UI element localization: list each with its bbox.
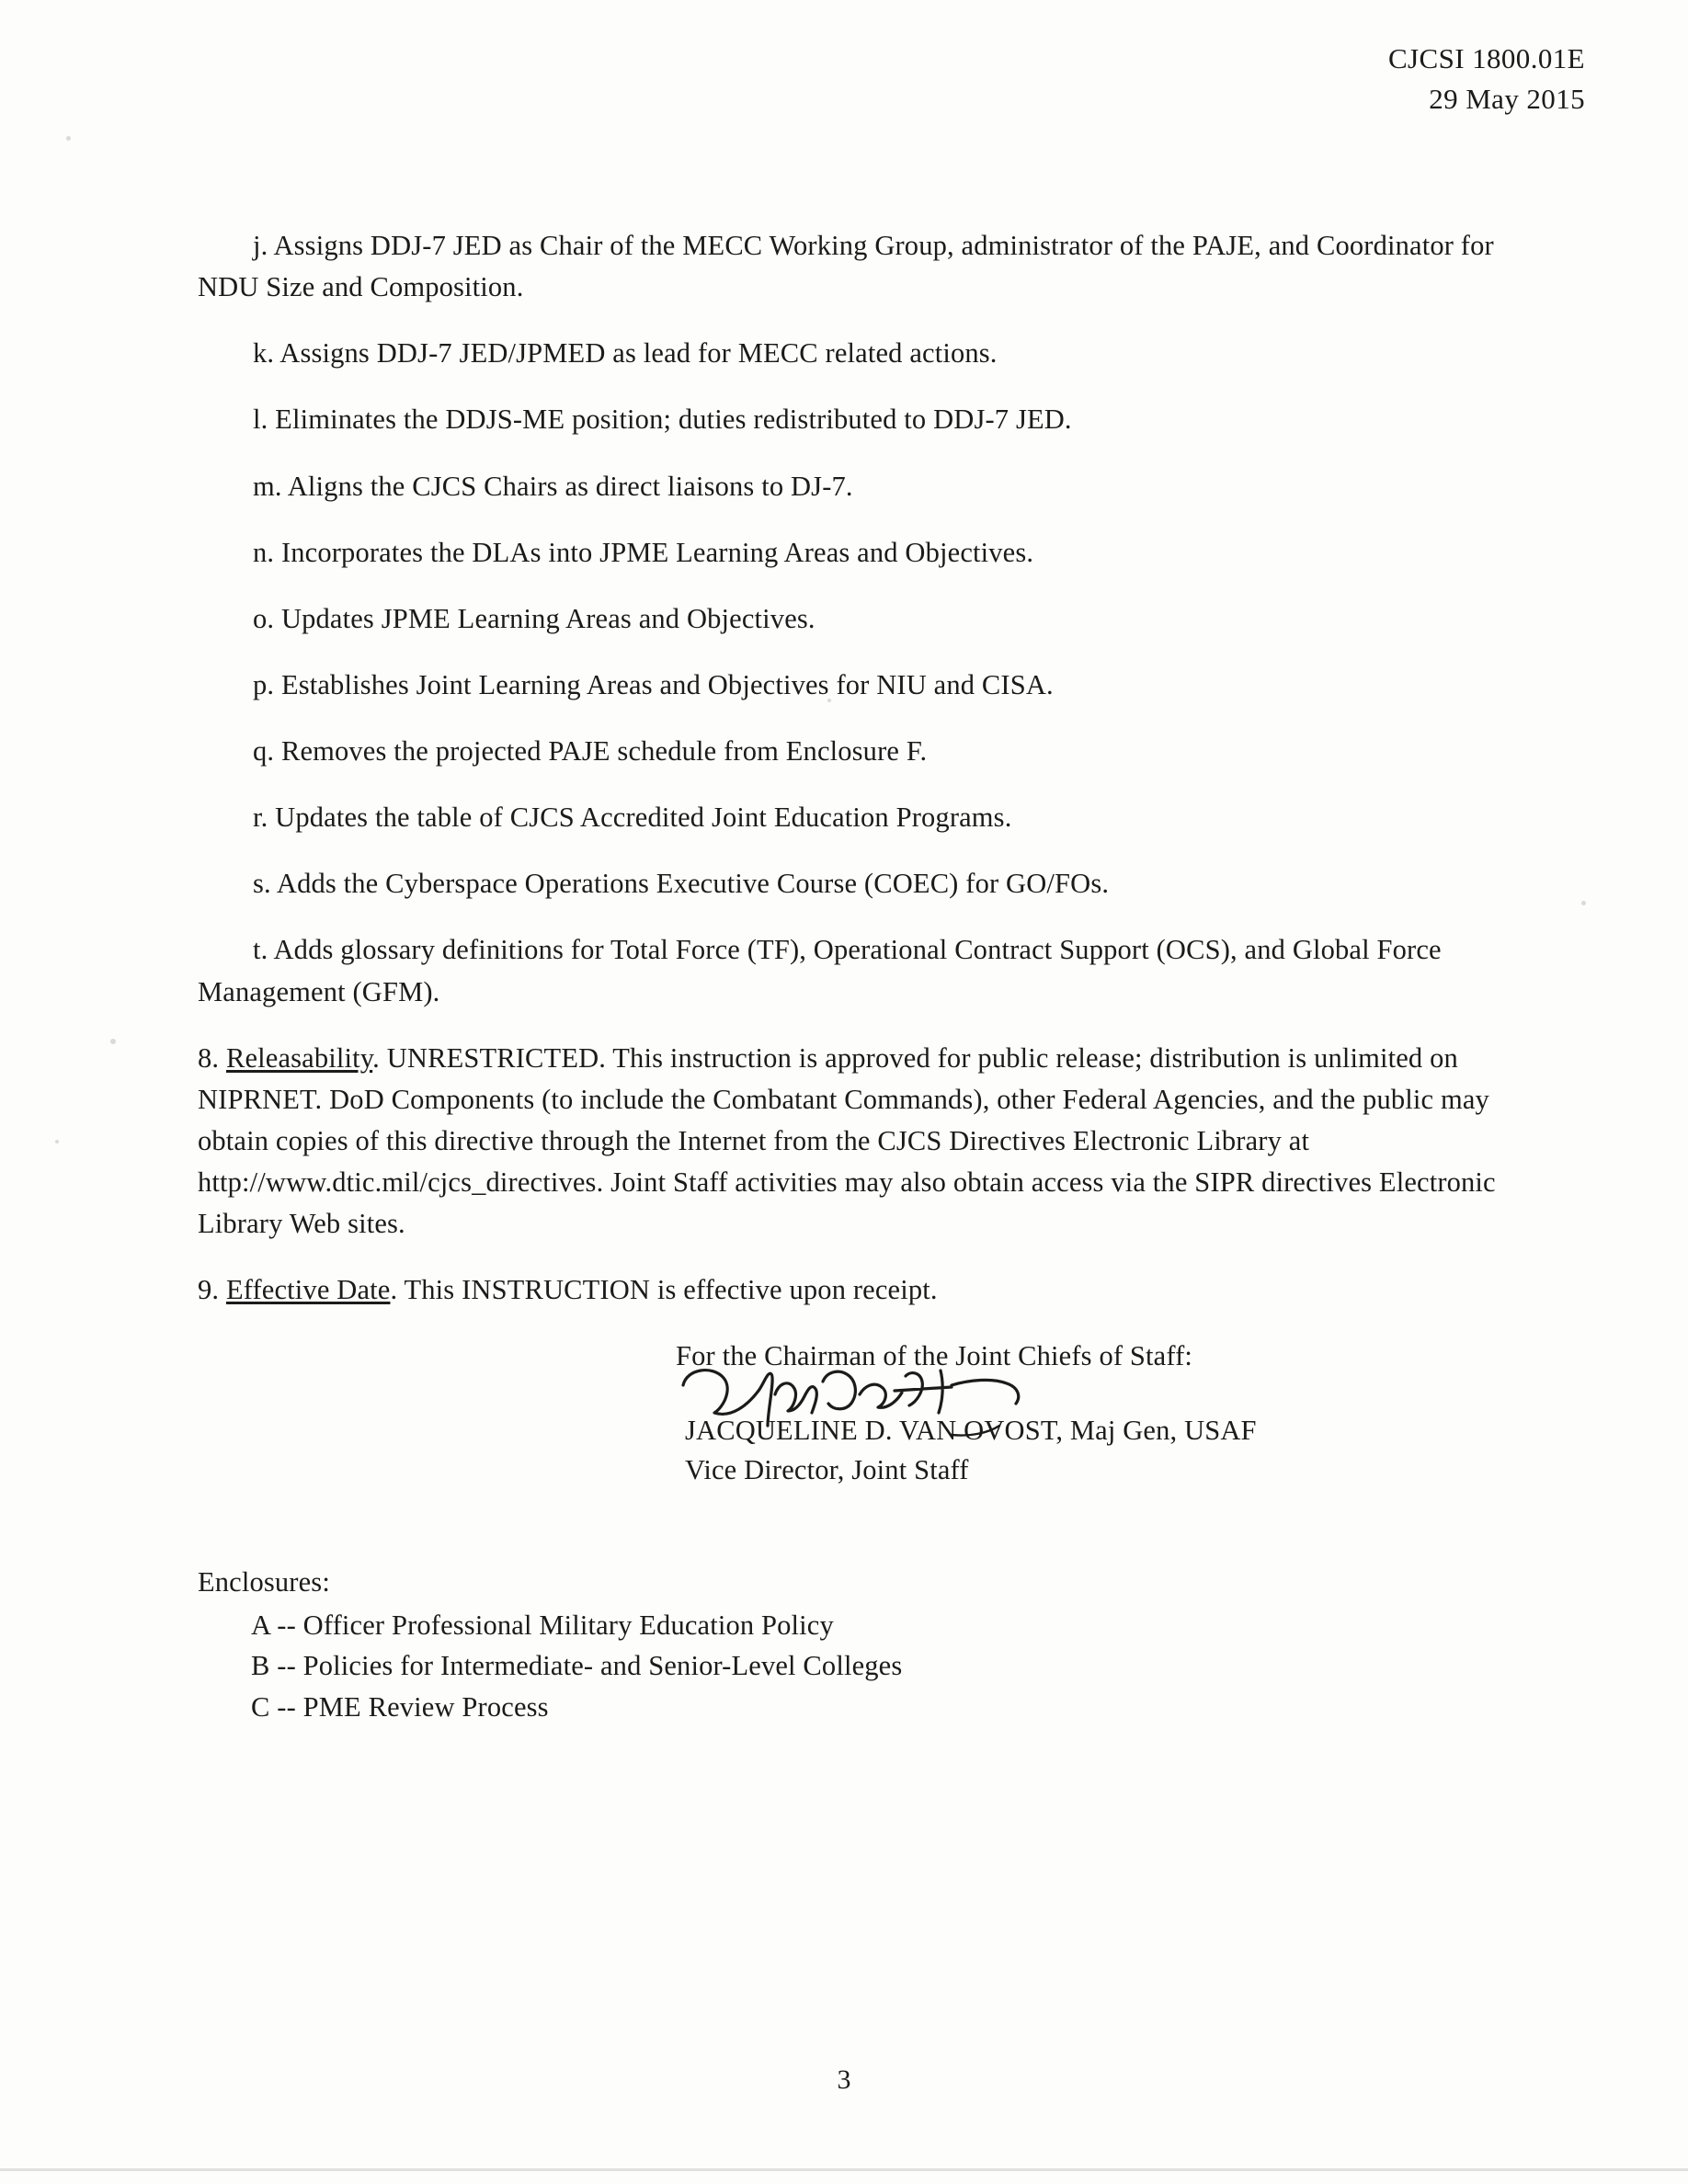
paragraph-m: m. Aligns the CJCS Chairs as direct liaisons to DJ-7. <box>253 470 853 502</box>
paragraph-p: p. Establishes Joint Learning Areas and Objectives for NIU and CISA. <box>253 668 1054 700</box>
enclosures-label: Enclosures: <box>198 1566 330 1598</box>
paragraph-l: l. Eliminates the DDJS-ME position; duties redistributed to DDJ-7 JED. <box>253 404 1072 436</box>
page-number: 3 <box>837 2065 851 2095</box>
signature-name: JACQUELINE D. VAN OVOST, Maj Gen, USAF <box>685 1414 1257 1446</box>
section-8-text: . UNRESTRICTED. This instruction is approved for public release; distribution is unlimited on NIPRNET. DoD Components (to include the Combatant Commands), other Federal Agencies, and the public may obtain copies of this directive through the Internet from the CJCS Directives Electronic Library at http://www.dtic.mil/cjcs_directives. Joint Staff activities may also obtain access via the SIPR directives Electronic Library Web sites. <box>198 1041 1496 1240</box>
closing-line: For the Chairman of the Joint Chiefs of Staff: <box>676 1340 1193 1372</box>
list-item: C -- PME Review Process <box>251 1690 549 1723</box>
section-9-heading: Effective Date <box>225 1274 391 1306</box>
section-8-releasability <box>198 1038 1531 1246</box>
section-8-number: 8. <box>198 1041 220 1074</box>
paragraph-s: s. Adds the Cyberspace Operations Executive Course (COEC) for GO/FOs. <box>253 868 1110 900</box>
document-id: CJCSI 1800.01E <box>1387 42 1585 74</box>
paragraph-k: k. Assigns DDJ-7 JED/JPMED as lead for MECC related actions. <box>253 337 998 370</box>
document-body <box>198 225 1531 1727</box>
paragraph-j: j. Assigns DDJ-7 JED as Chair of the MECC Working Group, administrator of the PAJE, and Coordinator for NDU Size and Composition. <box>198 230 1494 303</box>
section-9-text: . This INSTRUCTION is effective upon receipt. <box>390 1274 938 1306</box>
list-item: A -- Officer Professional Military Education Policy <box>251 1609 834 1641</box>
paragraph-t: t. Adds glossary definitions for Total Force (TF), Operational Contract Support (OCS), and Global Force Management (GFM). <box>198 934 1442 1007</box>
paragraph-n: n. Incorporates the DLAs into JPME Learning Areas and Objectives. <box>253 536 1034 568</box>
section-9-effective-date <box>198 1269 1531 1311</box>
section-8-heading: Releasability <box>225 1041 373 1074</box>
scan-speck <box>55 1140 59 1143</box>
document-header <box>1388 39 1585 119</box>
scan-speck <box>110 1039 116 1044</box>
list-item: B -- Policies for Intermediate- and Senior-Level Colleges <box>251 1650 903 1682</box>
paragraph-q: q. Removes the projected PAJE schedule from Enclosure F. <box>253 735 928 767</box>
scan-speck <box>66 136 71 141</box>
signature-block <box>198 1411 1531 1491</box>
paragraph-r: r. Updates the table of CJCS Accredited Joint Education Programs. <box>253 802 1012 834</box>
document-date: 29 May 2015 <box>1429 83 1585 116</box>
enclosures-section <box>198 1562 1531 1727</box>
scan-speck <box>1581 901 1586 905</box>
enclosures-list <box>198 1605 1531 1728</box>
section-9-number: 9. <box>198 1274 220 1306</box>
paragraph-o: o. Updates JPME Learning Areas and Objectives. <box>253 602 815 634</box>
signature-title: Vice Director, Joint Staff <box>685 1453 969 1485</box>
